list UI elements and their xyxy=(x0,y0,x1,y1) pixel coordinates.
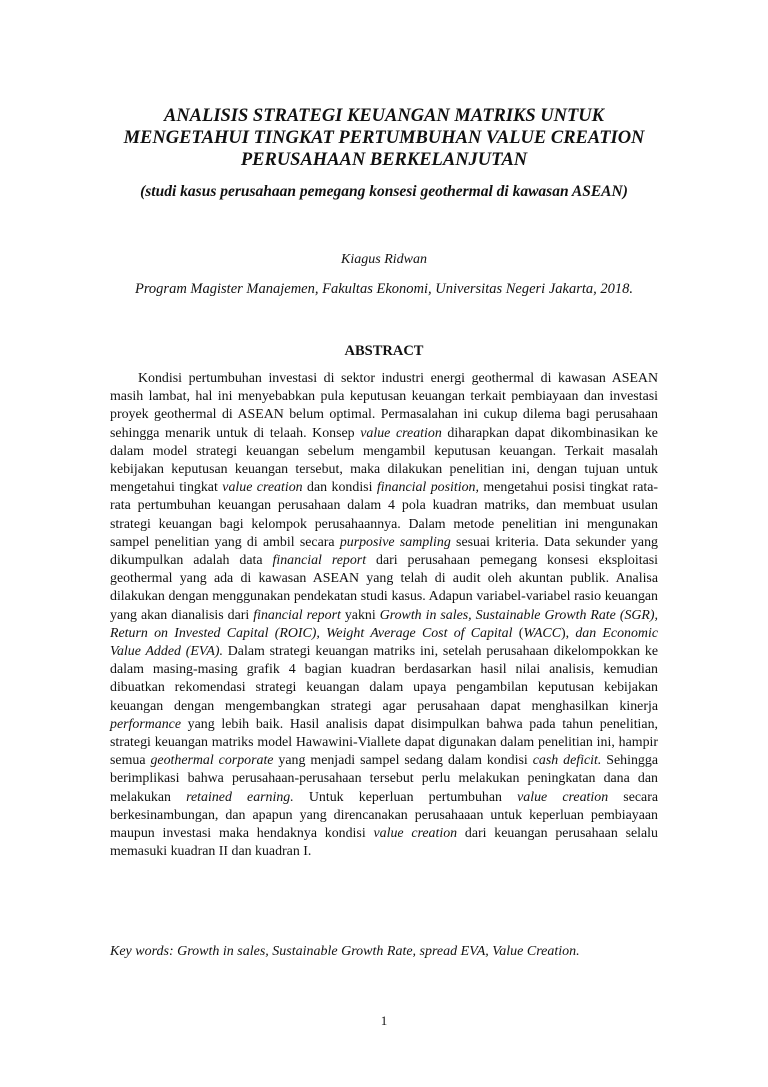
abstract-body xyxy=(110,370,658,861)
abstract-heading: ABSTRACT xyxy=(344,343,424,359)
abstract-text-run: Sehingga berimplikasi bahwa perusahaan-perusahaan tersebut perlu melakukan peningkatan dana dan melakukan xyxy=(110,753,658,805)
paper-title xyxy=(100,105,668,171)
title-line-2: MENGETAHUI TINGKAT PERTUMBUHAN VALUE CREATION xyxy=(123,128,645,148)
abstract-italic-term: dan Economic Value Added (EVA). xyxy=(110,625,658,660)
abstract-italic-term: Growth in sales, Sustainable Growth Rate (SGR), Return on Invested Capital (ROIC), Weight Average Cost of Capital xyxy=(110,607,659,641)
abstract-text-run: mengetahui posisi tingkat rata-rata pertumbuhan keuangan perusahaan dalam 4 pola kuadran matriks, dan membuat usulan strategi keuangan bagi kelompok perusahaannya. Dalam metode penelitian ini mengunakan sampel penelitian yang di ambil secara xyxy=(110,480,659,550)
abstract-italic-term: financial report xyxy=(253,607,341,623)
abstract-italic-term: financial report xyxy=(272,553,367,569)
paper-subtitle: (studi kasus perusahaan pemegang konsesi geothermal di kawasan ASEAN) xyxy=(140,183,628,200)
abstract-text-run: secara berkesinambungan, dan apapun yang direncanakan perusahaaan untuk keperluan pembiayaan maupun investasi maka hendaknya kondisi xyxy=(110,789,659,842)
title-line-3: PERUSAHAAN BERKELANJUTAN xyxy=(240,150,528,170)
abstract-italic-term: financial position, xyxy=(376,480,479,496)
abstract-text-run: yang lebih baik. Hasil analisis dapat disimpulkan bahwa pada tahun penelitian, strategi keuangan matriks model Hawawini-Viallete dapat digunakan dalam penelitian ini, hampir semua xyxy=(110,716,658,769)
abstract-italic-term: performance xyxy=(110,716,181,732)
author-name: Kiagus Ridwan xyxy=(341,252,427,267)
abstract-text-run: yakni xyxy=(340,607,380,623)
abstract-text-run: yang menjadi sampel sedang dalam kondisi xyxy=(273,753,533,769)
abstract-italic-term: value creation xyxy=(360,425,442,441)
abstract-italic-term: geothermal corporate xyxy=(150,753,274,769)
abstract-italic-term: value creation xyxy=(222,480,303,496)
abstract-text-run: ), xyxy=(560,625,576,641)
abstract-text-run: Kondisi pertumbuhan investasi di sektor industri energi geothermal di kawasan ASEAN masih lambat, hal ini menyebabkan pula keputusan keuangan terkait pembiayaan dan investasi proyek geothermal di ASEAN belum optimal. Permasalahan ini cukup dilema bagi perusahaan sehingga menarik untuk di telaah. Konsep xyxy=(110,371,658,441)
abstract-text-run: sesuai kriteria. Data sekunder yang dikumpulkan adalah data xyxy=(110,534,658,569)
abstract-italic-term: value creation xyxy=(373,826,458,842)
abstract-italic-term: purposive sampling xyxy=(339,534,451,550)
abstract-text-run: ( xyxy=(512,625,524,641)
abstract-text-run: dari perusahaan pemegang konsesi eksploitasi geothermal yang ada di kawasan ASEAN yang telah di audit oleh akuntan publik. Analisa dilakukan dengan menggunakan pendekatan studi kasus. Adapun variabel-variabel rasio keuangan yang akan dianalisis dari xyxy=(110,553,658,623)
abstract-italic-term: WACC xyxy=(523,625,561,641)
page-number: 1 xyxy=(380,1013,388,1028)
abstract-italic-term: cash deficit. xyxy=(532,753,602,769)
abstract-text-run: dari keuangan perusahaan selalu memasuki kuadran II dan kuadran I. xyxy=(110,826,658,860)
author-affiliation: Program Magister Manajemen, Fakultas Ekonomi, Universitas Negeri Jakarta, 2018. xyxy=(134,281,634,297)
abstract-text-run: diharapkan dapat dikombinasikan ke dalam model strategi keuangan sebelum mengambil keputusan keuangan. Terkait masalah kebijakan keputusan keuangan tersebut, maka dilakukan penelitian ini, dengan tujuan untuk mengetahui tingkat xyxy=(110,425,658,496)
abstract-text-run: Dalam strategi keuangan matriks ini, setelah perusahaan dikelompokkan ke dalam masing-masing grafik 4 bagian kuadran berdasarkan hasil nilai analisis, kemudian dibuatkan rekomendasi strategi keuangan dalam upaya pengambilan keputusan kebijakan keuangan dengan mengembangkan strategi agar perusahaan dapat menghasilkan kinerja xyxy=(110,644,659,714)
abstract-text-run: dan kondisi xyxy=(302,480,377,496)
abstract-italic-term: retained earning. xyxy=(186,789,294,805)
abstract-text-run: Untuk keperluan pertumbuhan xyxy=(293,789,518,805)
title-line-1: ANALISIS STRATEGI KEUANGAN MATRIKS UNTUK xyxy=(163,106,605,126)
keywords-line: Key words: Growth in sales, Sustainable Growth Rate, spread EVA, Value Creation. xyxy=(110,944,580,959)
abstract-italic-term: value creation xyxy=(517,789,609,805)
